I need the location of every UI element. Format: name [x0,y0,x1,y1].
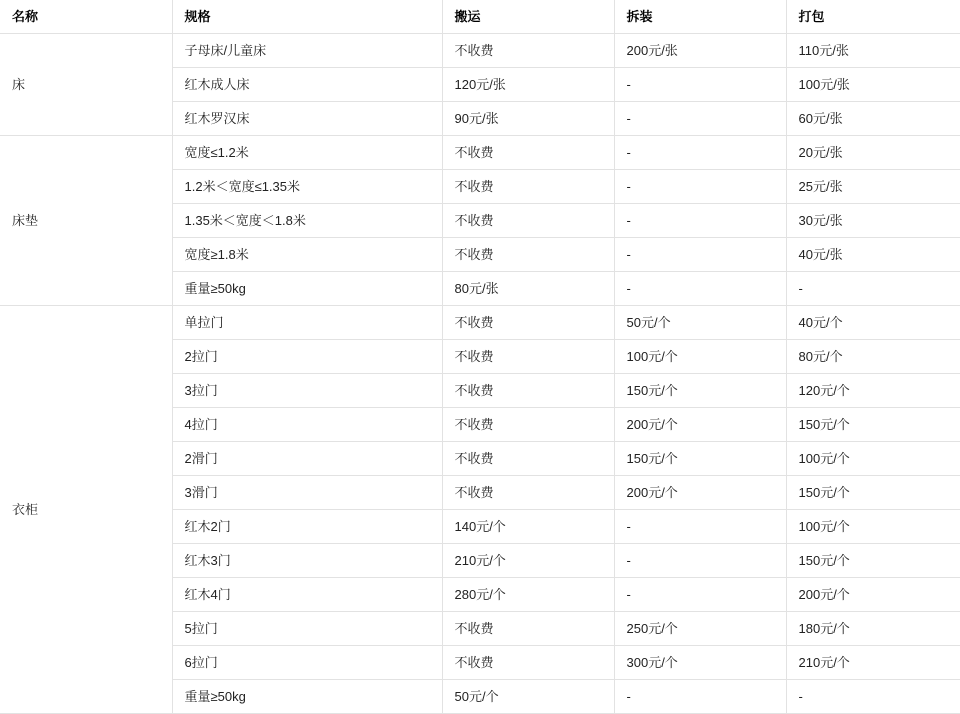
spec-cell: 红木4门 [172,577,442,611]
disassemble-price-cell: 200元/张 [614,33,786,67]
move-price-cell: 不收费 [442,475,614,509]
pack-price-cell: 40元/张 [786,237,960,271]
disassemble-price-cell: - [614,67,786,101]
move-price-cell: 不收费 [442,203,614,237]
move-price-cell: 120元/张 [442,67,614,101]
spec-cell: 2滑门 [172,441,442,475]
disassemble-price-cell: - [614,203,786,237]
disassemble-price-cell: 150元/个 [614,441,786,475]
spec-cell: 重量≥50kg [172,271,442,305]
move-price-cell: 不收费 [442,305,614,339]
move-price-cell: 不收费 [442,645,614,679]
disassemble-price-cell: - [614,169,786,203]
move-price-cell: 不收费 [442,611,614,645]
move-price-cell: 不收费 [442,373,614,407]
table-row [0,33,960,67]
disassemble-price-cell: - [614,101,786,135]
pack-price-cell: 20元/张 [786,135,960,169]
column-header-name: 名称 [0,0,172,33]
move-price-cell: 不收费 [442,441,614,475]
disassemble-price-cell: 300元/个 [614,645,786,679]
spec-cell: 宽度≤1.2米 [172,135,442,169]
pack-price-cell: 100元/张 [786,67,960,101]
pack-price-cell: 180元/个 [786,611,960,645]
column-header-pack: 打包 [786,0,960,33]
pack-price-cell: 110元/张 [786,33,960,67]
pack-price-cell: 80元/个 [786,339,960,373]
pack-price-cell: 210元/个 [786,645,960,679]
spec-cell: 6拉门 [172,645,442,679]
spec-cell: 红木成人床 [172,67,442,101]
disassemble-price-cell: - [614,543,786,577]
move-price-cell: 280元/个 [442,577,614,611]
move-price-cell: 不收费 [442,407,614,441]
move-price-cell: 不收费 [442,339,614,373]
spec-cell: 红木3门 [172,543,442,577]
table-row [0,135,960,169]
pack-price-cell: 40元/个 [786,305,960,339]
spec-cell: 2拉门 [172,339,442,373]
pack-price-cell: - [786,679,960,713]
spec-cell: 宽度≥1.8米 [172,237,442,271]
move-price-cell: 90元/张 [442,101,614,135]
category-name-cell: 床垫 [0,135,172,305]
disassemble-price-cell: - [614,271,786,305]
move-price-cell: 不收费 [442,33,614,67]
pack-price-cell: 100元/个 [786,509,960,543]
category-name-cell: 衣柜 [0,305,172,713]
pack-price-cell: 150元/个 [786,543,960,577]
pack-price-cell: 200元/个 [786,577,960,611]
pack-price-cell: 150元/个 [786,407,960,441]
table-row [0,305,960,339]
spec-cell: 子母床/儿童床 [172,33,442,67]
disassemble-price-cell: - [614,509,786,543]
disassemble-price-cell: - [614,135,786,169]
pack-price-cell: 30元/张 [786,203,960,237]
pack-price-cell: 100元/个 [786,441,960,475]
pack-price-cell: 120元/个 [786,373,960,407]
table-body [0,33,960,713]
column-header-move: 搬运 [442,0,614,33]
disassemble-price-cell: 200元/个 [614,475,786,509]
table-header-row [0,0,960,33]
disassemble-price-cell: - [614,577,786,611]
move-price-cell: 不收费 [442,237,614,271]
disassemble-price-cell: 50元/个 [614,305,786,339]
spec-cell: 3拉门 [172,373,442,407]
disassemble-price-cell: 150元/个 [614,373,786,407]
move-price-cell: 50元/个 [442,679,614,713]
move-price-cell: 不收费 [442,169,614,203]
pack-price-cell: - [786,271,960,305]
spec-cell: 重量≥50kg [172,679,442,713]
table-header [0,0,960,33]
spec-cell: 5拉门 [172,611,442,645]
disassemble-price-cell: - [614,237,786,271]
disassemble-price-cell: 250元/个 [614,611,786,645]
disassemble-price-cell: 200元/个 [614,407,786,441]
spec-cell: 单拉门 [172,305,442,339]
pack-price-cell: 25元/张 [786,169,960,203]
spec-cell: 红木罗汉床 [172,101,442,135]
category-name-cell: 床 [0,33,172,135]
spec-cell: 3滑门 [172,475,442,509]
spec-cell: 4拉门 [172,407,442,441]
column-header-disassemble: 拆装 [614,0,786,33]
disassemble-price-cell: - [614,679,786,713]
spec-cell: 红木2门 [172,509,442,543]
disassemble-price-cell: 100元/个 [614,339,786,373]
move-price-cell: 210元/个 [442,543,614,577]
move-price-cell: 80元/张 [442,271,614,305]
move-price-cell: 140元/个 [442,509,614,543]
pack-price-cell: 150元/个 [786,475,960,509]
move-price-cell: 不收费 [442,135,614,169]
spec-cell: 1.35米＜宽度＜1.8米 [172,203,442,237]
column-header-spec: 规格 [172,0,442,33]
spec-cell: 1.2米＜宽度≤1.35米 [172,169,442,203]
pack-price-cell: 60元/张 [786,101,960,135]
